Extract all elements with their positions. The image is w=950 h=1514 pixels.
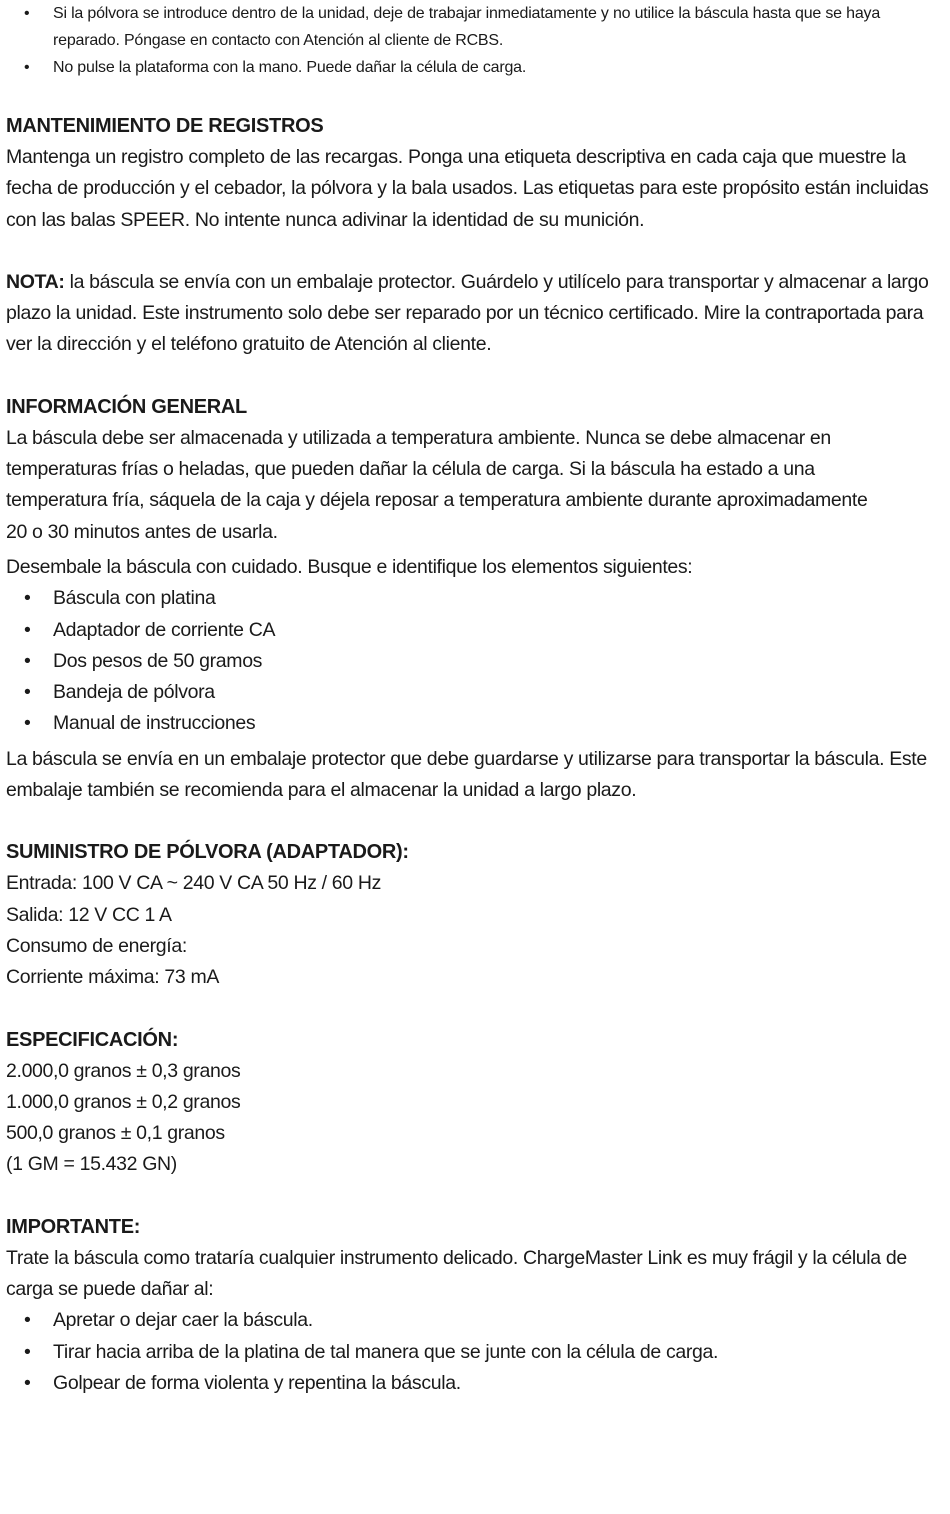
power-section	[6, 837, 942, 993]
list-item: • Apretar o dejar caer la báscula.	[6, 1305, 942, 1336]
important-body: Trate la báscula como trataría cualquier instrumento delicado. ChargeMaster Link es muy frágil y la célula de carga se puede dañar al:	[6, 1246, 907, 1301]
note-body: la báscula se envía con un embalaje protector. Guárdelo y utilícelo para transportar y almacenar a largo plazo la unidad. Este instrumento solo debe ser reparado por un técnico certificado. Mire la contraportada para ver la dirección y el teléfono gratuito de Atención al cliente.	[6, 270, 929, 356]
general-body-1: La báscula debe ser almacenada y utilizada a temperatura ambiente. Nunca se debe almacenar en temperaturas frías o heladas, que pueden dañar la célula de carga. Si la báscula ha estado a una temperatura fría, sáquela de la caja y déjela reposar a temperatura ambiente durante aproximadamente 20 o 30 minutos antes de usarla.	[6, 426, 868, 543]
spacer	[6, 361, 942, 392]
spec-heading: ESPECIFICACIÓN:	[6, 1028, 179, 1051]
records-section	[6, 111, 942, 236]
list-item: • Báscula con platina	[6, 583, 942, 614]
spec-line: (1 GM = 15.432 GN)	[6, 1153, 177, 1176]
records-heading: MANTENIMIENTO DE REGISTROS	[6, 115, 324, 137]
general-body-2: Desembale la báscula con cuidado. Busque e identifique los elementos siguientes:	[6, 555, 693, 578]
list-item: • Adaptador de corriente CA	[6, 615, 942, 646]
spec-line: 1.000,0 granos ± 0,2 granos	[6, 1090, 241, 1113]
list-item: • Golpear de forma violenta y repentina la báscula.	[6, 1368, 942, 1399]
list-item: • Si la pólvora se introduce dentro de la unidad, deje de trabajar inmediatamente y no utilice la báscula hasta que se haya reparado. Póngase en contacto con Atención al cliente de RCBS.	[6, 0, 942, 54]
contents-list	[6, 583, 942, 739]
spec-section	[6, 1025, 942, 1181]
note-label: NOTA:	[6, 270, 65, 293]
list-item: • Dos pesos de 50 gramos	[6, 646, 942, 677]
note-paragraph	[6, 267, 942, 361]
general-section	[6, 392, 942, 807]
list-item: • Bandeja de pólvora	[6, 677, 942, 708]
important-section	[6, 1212, 942, 1399]
spacer	[6, 1181, 942, 1212]
spacer	[6, 994, 942, 1025]
general-heading: INFORMACIÓN GENERAL	[6, 395, 247, 418]
damage-list	[6, 1305, 942, 1399]
power-heading: SUMINISTRO DE PÓLVORA (ADAPTADOR):	[6, 841, 409, 864]
spacer	[6, 81, 942, 111]
power-line: Entrada: 100 V CA ~ 240 V CA 50 Hz / 60 Hz	[6, 872, 381, 895]
note-section	[6, 267, 942, 361]
list-item: • Manual de instrucciones	[6, 708, 942, 739]
records-body: Mantenga un registro completo de las recargas. Ponga una etiqueta descriptiva en cada caja que muestre la fecha de producción y el cebador, la pólvora y la bala usados. Las etiquetas para este propósito están incluidas con las balas SPEER. No intente nunca adivinar la identidad de su munición.	[6, 146, 929, 231]
list-item: • Tirar hacia arriba de la platina de tal manera que se junte con la célula de carga.	[6, 1337, 942, 1368]
power-line: Corriente máxima: 73 mA	[6, 966, 220, 989]
important-heading: IMPORTANTE:	[6, 1215, 141, 1238]
list-item: • No pulse la plataforma con la mano. Puede dañar la célula de carga.	[6, 54, 942, 81]
power-line: Salida: 12 V CC 1 A	[6, 903, 172, 926]
general-body-3: La báscula se envía en un embalaje protector que debe guardarse y utilizarse para transportar la báscula. Este embalaje también se recomienda para el almacenar la unidad a largo plazo.	[6, 747, 927, 802]
power-line: Consumo de energía:	[6, 934, 187, 957]
spec-line: 2.000,0 granos ± 0,3 granos	[6, 1059, 241, 1082]
spec-line: 500,0 granos ± 0,1 granos	[6, 1122, 225, 1145]
spacer	[6, 806, 942, 837]
top-bullet-list	[6, 0, 942, 81]
spacer	[6, 236, 942, 267]
